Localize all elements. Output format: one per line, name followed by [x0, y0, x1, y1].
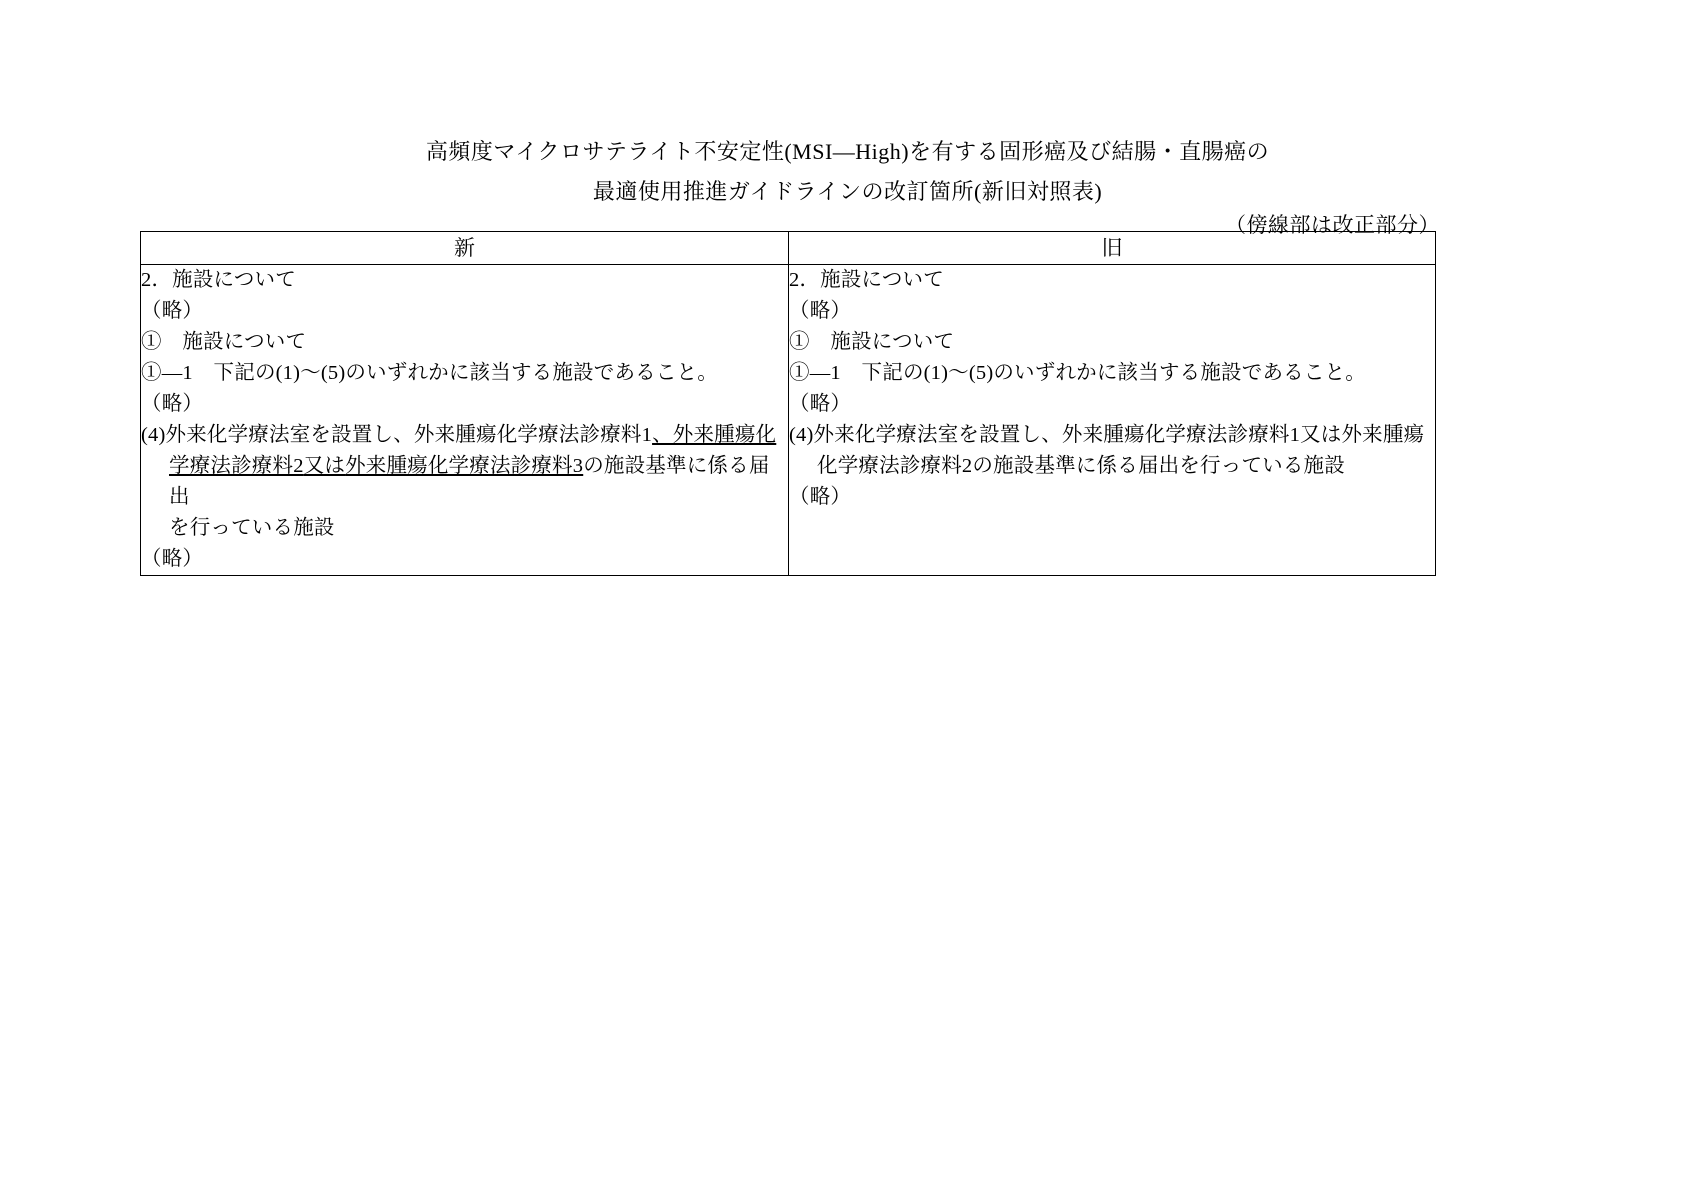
new-item-underline-2: 学療法診療料2: [169, 455, 304, 477]
new-item-suffix: の施設基準に係る届出: [169, 455, 770, 508]
old-line-2: （略）: [789, 300, 852, 322]
new-item-line-1: [141, 420, 788, 451]
new-item-mid: 又は: [303, 455, 346, 477]
new-line-2: （略）: [141, 300, 204, 322]
new-item-underline-1: 、外来腫瘍化: [652, 424, 777, 446]
old-item-line-2: 化学療法診療料2の施設基準に係る届出を行っている施設: [817, 455, 1345, 477]
new-tail: （略）: [141, 548, 204, 570]
new-line-4: ①―1 下記の(1)～(5)のいずれかに該当する施設であること。: [141, 362, 718, 384]
new-item-underline-3: 外来腫瘍化学療法診療料3: [345, 455, 584, 477]
cell-new-content: [141, 265, 789, 576]
new-item-line-2: [141, 451, 788, 513]
table-row: [141, 265, 1436, 576]
new-line-5: （略）: [141, 393, 204, 415]
new-item-line-3: を行っている施設: [169, 517, 335, 539]
table-header-row: [141, 232, 1436, 265]
column-header-new: 新: [141, 232, 789, 265]
document-title: [0, 132, 1695, 212]
old-line-4: ①―1 下記の(1)～(5)のいずれかに該当する施設であること。: [789, 362, 1366, 384]
new-item-prefix: (4)外来化学療法室を設置し、外来腫瘍化学療法診療料1: [141, 424, 653, 446]
title-line-2: 最適使用推進ガイドラインの改訂箇所(新旧対照表): [592, 179, 1103, 204]
revision-note: （傍線部は改正部分）: [1225, 213, 1440, 237]
old-line-1: 2．施設について: [789, 269, 944, 291]
old-line-5: （略）: [789, 393, 852, 415]
new-line-1: 2．施設について: [141, 269, 296, 291]
column-header-old: 旧: [789, 232, 1436, 265]
new-line-3: ① 施設について: [141, 331, 307, 353]
old-item-line-1: (4)外来化学療法室を設置し、外来腫瘍化学療法診療料1又は外来腫瘍: [789, 424, 1425, 446]
old-tail: （略）: [789, 486, 852, 508]
old-line-3: ① 施設について: [789, 331, 955, 353]
cell-old-content: [789, 265, 1436, 576]
comparison-table: [140, 231, 1436, 576]
title-line-1: 高頻度マイクロサテライト不安定性(MSI―High)を有する固形癌及び結腸・直腸癌の: [425, 139, 1270, 164]
